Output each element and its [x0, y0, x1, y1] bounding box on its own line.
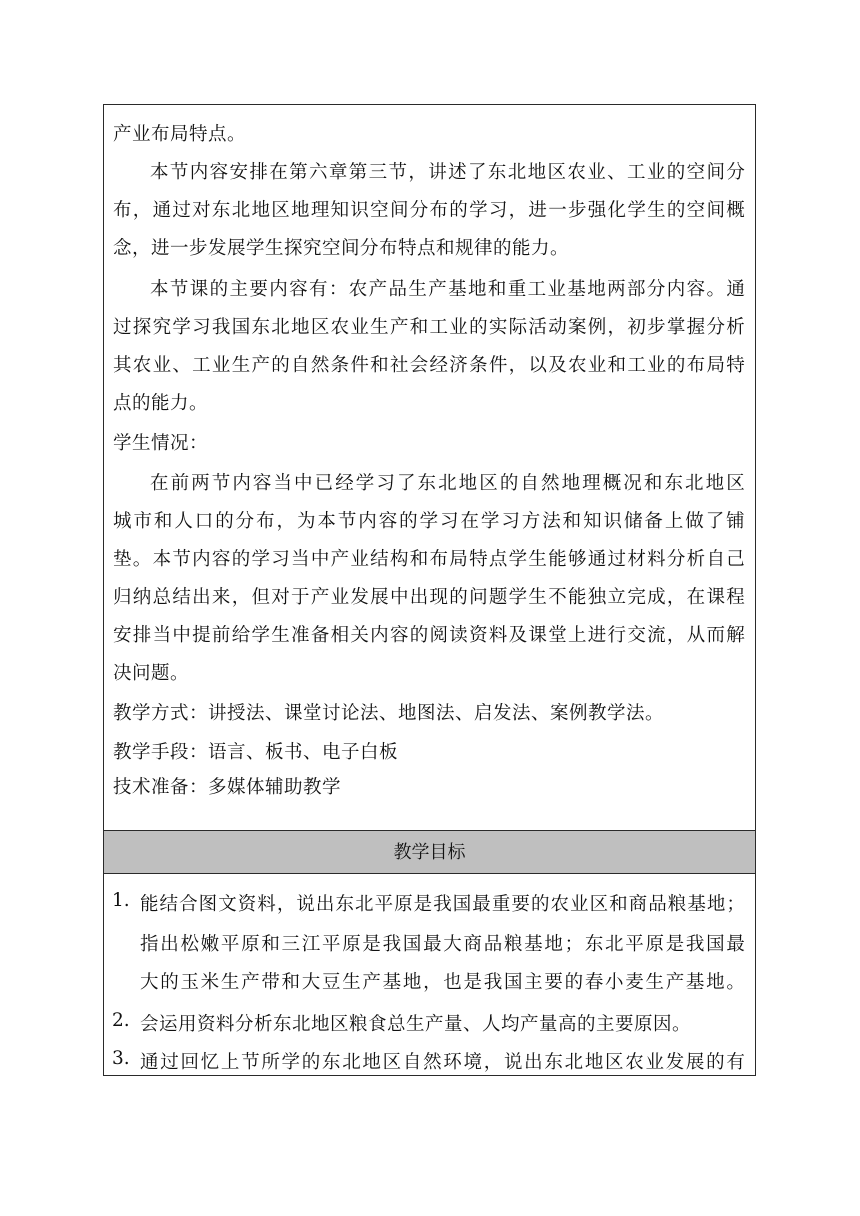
text-line: 布 ， 通 过 对 东 北 地 区 地 理 知 识 空 间 分 布 的 学 习 ， 进 一 步 强 化 学 生 的 空 间 概 [113, 200, 745, 221]
text-line: 决问题。 [113, 663, 190, 684]
section-header: 教学目标 [104, 831, 755, 874]
text-line: 点的能力。 [113, 393, 209, 414]
objective-number: 2. [112, 1010, 130, 1031]
text-line: 本 节 课 的 主 要 内 容 有 ： 农 产 品 生 产 基 地 和 重 工 业 基 地 两 部 分 内 容 。 通 [150, 279, 745, 300]
text-line: 过 探 究 学 习 我 国 东 北 地 区 农 业 生 产 和 工 业 的 实 际 活 动 案 例 ， 初 步 掌 握 分 析 [113, 317, 745, 338]
objective-line: 指 出 松 嫩 平 原 和 三 江 平 原 是 我 国 最 大 商 品 粮 基 地 ； 东 北 平 原 是 我 国 最 [140, 934, 745, 955]
objective-number: 3. [112, 1048, 130, 1069]
analysis-cell [104, 105, 755, 831]
text-line: 归 纳 总 结 出 来 ， 但 对 于 产 业 发 展 中 出 现 的 问 题 学 生 不 能 独 立 完 成 ， 在 课 程 [113, 587, 745, 608]
text-line: 其 农 业 、 工 业 生 产 的 自 然 条 件 和 社 会 经 济 条 件 ， 以 及 农 业 和 工 业 的 布 局 特 [113, 355, 745, 376]
text-line: 教学方式：讲授法、课堂讨论法、地图法、启发法、案例教学法。 [113, 703, 665, 724]
text-line: 产业布局特点。 [113, 124, 247, 145]
text-line: 学生情况： [113, 433, 209, 454]
objective-line: 大 的 玉 米 生 产 带 和 大 豆 生 产 基 地 ， 也 是 我 国 主 要 的 春 小 麦 生 产 基 地 。 [140, 972, 745, 993]
text-line: 安 排 当 中 提 前 给 学 生 准 备 相 关 内 容 的 阅 读 资 料 及 课 堂 上 进 行 交 流 ， 从 而 解 [113, 625, 745, 646]
text-line: 技术准备：多媒体辅助教学 [113, 777, 342, 798]
text-line: 本 节 内 容 安 排 在 第 六 章 第 三 节 ， 讲 述 了 东 北 地 区 农 业 、 工 业 的 空 间 分 [150, 162, 745, 183]
text-line: 垫 。 本 节 内 容 的 学 习 当 中 产 业 结 构 和 布 局 特 点 学 生 能 够 通 过 材 料 分 析 自 己 [113, 549, 745, 570]
objective-line: 通 过 回 忆 上 节 所 学 的 东 北 地 区 自 然 环 境 ， 说 出 东 北 地 区 农 业 发 展 的 有 [140, 1052, 745, 1073]
text-line: 城 市 和 人 口 的 分 布 ， 为 本 节 内 容 的 学 习 在 学 习 方 法 和 知 识 储 备 上 做 了 铺 [113, 511, 745, 532]
text-line: 在 前 两 节 内 容 当 中 已 经 学 习 了 东 北 地 区 的 自 然 地 理 概 况 和 东 北 地 区 [150, 473, 745, 494]
objective-line: 能 结 合 图 文 资 料 ， 说 出 东 北 平 原 是 我 国 最 重 要 的 农 业 区 和 商 品 粮 基 地 ； [140, 894, 745, 915]
lesson-plan-table [103, 104, 756, 1076]
objectives-cell [104, 874, 755, 1075]
text-line: 念，进一步发展学生探究空间分布特点和规律的能力。 [113, 238, 570, 259]
objective-line: 会运用资料分析东北地区粮食总生产量、人均产量高的主要原因。 [140, 1014, 692, 1035]
text-line: 教学手段：语言、板书、电子白板 [113, 742, 399, 763]
objective-number: 1. [112, 890, 130, 911]
